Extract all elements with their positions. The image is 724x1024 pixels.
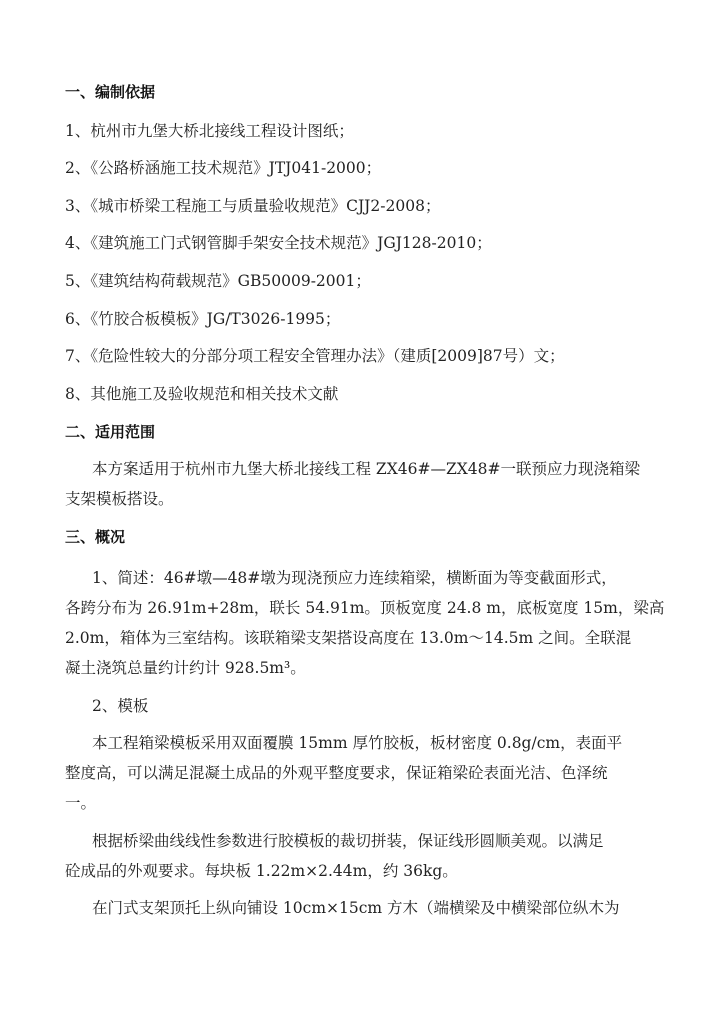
formwork-line-4: 根据桥梁曲线线性参数进行胶模板的裁切拼装，保证线形圆顺美观。以满足 (92, 832, 604, 850)
overview-line-1: 1、简述：46#墩—48#墩为现浇预应力连续箱梁，横断面为等变截面形式， (92, 569, 617, 587)
formwork-line-2: 整度高，可以满足混凝土成品的外观平整度要求，保证箱梁砼表面光洁、色泽统 (65, 764, 608, 782)
basis-item-5: 5、《建筑结构荷载规范》GB50009-2001； (65, 272, 371, 290)
formwork-line-3: 一。 (65, 794, 97, 812)
scope-paragraph-line-2: 支架模板搭设。 (65, 490, 174, 508)
section-heading-overview: 三、概况 (65, 528, 126, 546)
scope-paragraph-line-1: 本方案适用于杭州市九堡大桥北接线工程 ZX46#—ZX48#一联预应力现浇箱梁 (92, 460, 640, 478)
overview-line-2: 各跨分布为 26.91m+28m，联长 54.91m。顶板宽度 24.8 m，底板宽度 15m，梁高 (65, 599, 665, 617)
section-heading-scope: 二、适用范围 (65, 423, 156, 441)
basis-item-4: 4、《建筑施工门式钢管脚手架安全技术规范》JGJ128-2010； (65, 234, 492, 252)
basis-item-3: 3、《城市桥梁工程施工与质量验收规范》CJJ2-2008； (65, 197, 441, 215)
basis-item-1: 1、杭州市九堡大桥北接线工程设计图纸； (65, 122, 354, 140)
basis-item-8: 8、其他施工及验收规范和相关技术文献 (65, 385, 339, 403)
overview-line-4: 凝土浇筑总量约计约计 928.5m³。 (65, 659, 306, 677)
formwork-line-5: 砼成品的外观要求。每块板 1.22m×2.44m，约 36kg。 (65, 862, 458, 880)
subheading-formwork: 2、模板 (92, 697, 149, 715)
formwork-line-6: 在门式支架顶托上纵向铺设 10cm×15cm 方木（端横梁及中横梁部位纵木为 (92, 899, 620, 917)
overview-line-3: 2.0m，箱体为三室结构。该联箱梁支架搭设高度在 13.0m～14.5m 之间。全联混 (65, 629, 632, 647)
basis-item-6: 6、《竹胶合板模板》JG/T3026-1995； (65, 310, 341, 328)
basis-item-2: 2、《公路桥涵施工技术规范》JTJ041-2000； (65, 159, 382, 177)
section-heading-basis: 一、编制依据 (65, 83, 156, 101)
basis-item-7: 7、《危险性较大的分部分项工程安全管理办法》（建质[2009]87号）文； (65, 347, 565, 365)
formwork-line-1: 本工程箱梁模板采用双面覆膜 15mm 厚竹胶板，板材密度 0.8g/cm，表面平 (92, 734, 623, 752)
